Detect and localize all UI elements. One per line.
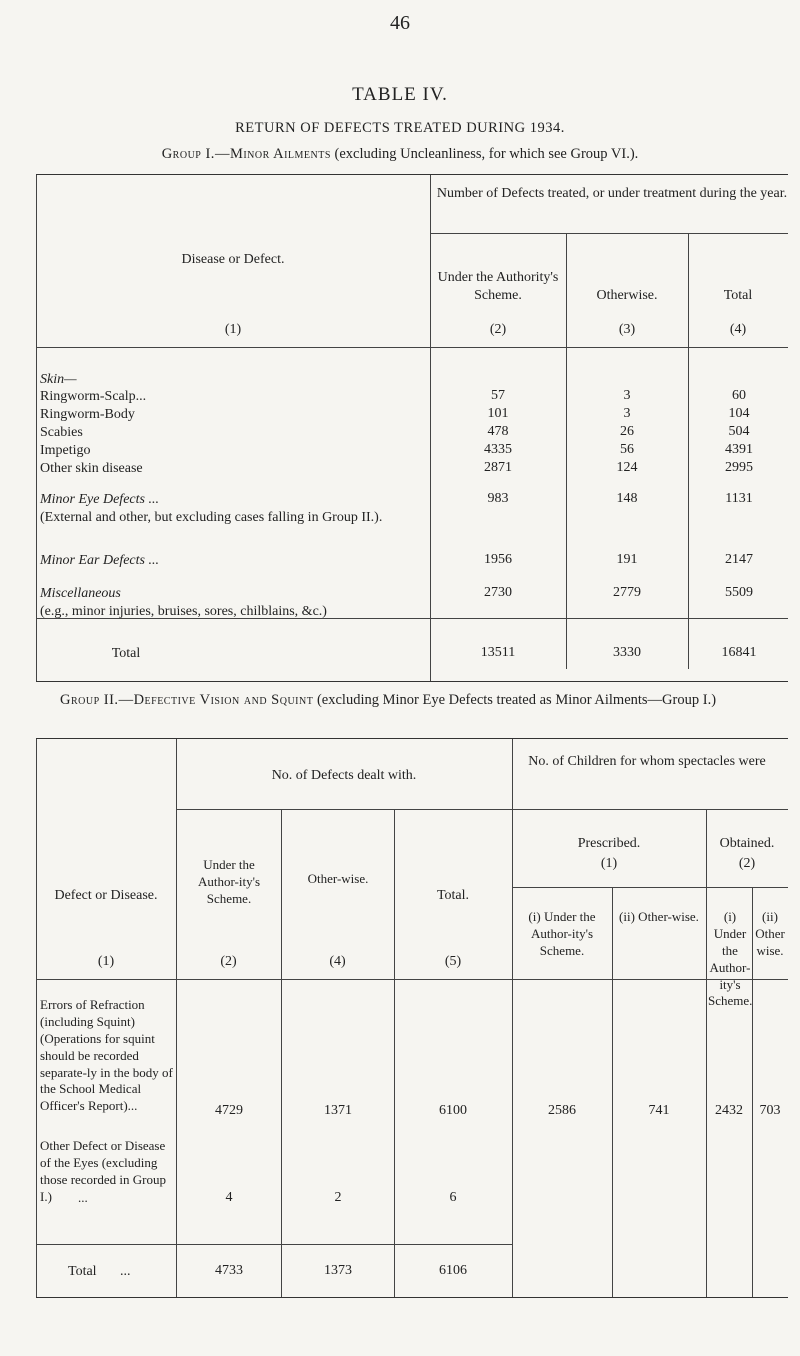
t1-cell: 5509 bbox=[725, 585, 753, 600]
t1-cell: 504 bbox=[728, 424, 750, 439]
t1-col3-num: (3) bbox=[618, 322, 636, 337]
t1-cell: 1131 bbox=[725, 491, 753, 506]
t1-col4-label: Total bbox=[723, 288, 753, 303]
t1-cell: 3 bbox=[623, 406, 631, 421]
t1-minor-eye-label: Minor Eye Defects ... bbox=[40, 492, 159, 507]
t1-col-disease-num: (1) bbox=[224, 322, 242, 337]
t1-cell: 2147 bbox=[725, 552, 753, 567]
t2-col-divider bbox=[281, 809, 282, 1297]
t1-cell: 1956 bbox=[484, 552, 512, 567]
t1-cell: 57 bbox=[491, 388, 505, 403]
t2-prescribed-num: (1) bbox=[600, 856, 618, 871]
t2-prescribed-label: Prescribed. bbox=[577, 836, 641, 851]
group2-heading-group: Group II. bbox=[60, 692, 119, 708]
table-title: TABLE IV. bbox=[352, 84, 448, 105]
t2-col-defect-num: (1) bbox=[97, 954, 115, 969]
t1-col-divider-1 bbox=[430, 175, 431, 681]
t2-row2-dots: ... bbox=[78, 1190, 88, 1205]
t2-cell: 1373 bbox=[324, 1263, 352, 1278]
t2-cell: 4729 bbox=[215, 1103, 243, 1118]
t2-total-divider bbox=[36, 1244, 512, 1245]
group2-table bbox=[36, 738, 788, 1298]
t2-sub-ii2-label: (ii) Other wise. bbox=[755, 909, 785, 958]
t1-misc-note: (e.g., minor injuries, bruises, sores, chilblains, &c.) bbox=[40, 604, 327, 619]
t2-col4-label: Total. bbox=[436, 888, 470, 903]
t2-col-divider bbox=[394, 809, 395, 1297]
t2-sub-ii-label: (ii) Other-wise. bbox=[619, 909, 699, 924]
group2-heading bbox=[60, 690, 780, 710]
t1-row-label: Ringworm-Scalp... bbox=[40, 389, 147, 404]
t2-cell: 2 bbox=[334, 1190, 342, 1205]
t1-cell: 124 bbox=[616, 460, 638, 475]
t2-cell: 2586 bbox=[548, 1103, 576, 1118]
t2-col3-num: (4) bbox=[329, 954, 346, 969]
t1-col-disease: Disease or Defect. bbox=[181, 252, 285, 267]
group2-heading-name: —Defective Vision and Squint bbox=[118, 692, 314, 708]
group1-heading-group: Group I. bbox=[161, 146, 215, 162]
t2-col2-num: (2) bbox=[220, 954, 237, 969]
t2-col4-num: (5) bbox=[444, 954, 462, 969]
t2-col-spectacles: No. of Children for whom spectacles were bbox=[528, 754, 766, 769]
t2-cell: 6100 bbox=[439, 1103, 467, 1118]
t2-sub-i2-label: (i) Under the Author-ity's Scheme. bbox=[708, 909, 753, 1009]
t1-cell: 983 bbox=[487, 491, 509, 506]
t2-header-divider bbox=[176, 809, 788, 810]
t1-cell: 2871 bbox=[484, 460, 512, 475]
t2-total-label: Total bbox=[68, 1264, 97, 1279]
t1-cell: 60 bbox=[732, 388, 746, 403]
t1-minor-ear-label: Minor Ear Defects ... bbox=[40, 553, 159, 568]
t2-col-divider bbox=[706, 809, 707, 1297]
t2-cell: 6106 bbox=[439, 1263, 467, 1278]
t2-cell: 6 bbox=[449, 1190, 457, 1205]
t1-cell: 478 bbox=[487, 424, 509, 439]
t2-col-divider bbox=[512, 739, 513, 1297]
t1-cell: 2995 bbox=[725, 460, 753, 475]
group1-heading-name: —Minor Ailments bbox=[214, 146, 331, 162]
t2-cell: 4 bbox=[225, 1190, 233, 1205]
t2-col-defects-dealt: No. of Defects dealt with. bbox=[271, 768, 417, 783]
t2-row2-label: Other Defect or Disease of the Eyes (excluding those recorded in Group I.) bbox=[40, 1138, 166, 1204]
t1-cell: 101 bbox=[487, 406, 509, 421]
t2-cell: 2432 bbox=[715, 1103, 743, 1118]
t1-cell: 2730 bbox=[484, 585, 512, 600]
t2-border-left bbox=[36, 739, 37, 1297]
t1-row-label: Other skin disease bbox=[40, 461, 143, 476]
t2-header-bottom bbox=[36, 979, 788, 980]
t1-cell: 148 bbox=[616, 491, 638, 506]
t1-cell: 4335 bbox=[484, 442, 512, 457]
t2-col3-label: Other-wise. bbox=[307, 871, 369, 886]
t1-cell: 26 bbox=[620, 424, 634, 439]
t2-col-divider bbox=[612, 887, 613, 1297]
t1-total-label: Total bbox=[111, 646, 141, 661]
t2-col-defect: Defect or Disease. bbox=[54, 888, 158, 903]
page-number: 46 bbox=[390, 12, 410, 34]
t1-cell: 104 bbox=[728, 406, 750, 421]
t1-row-label: Impetigo bbox=[40, 443, 91, 458]
t2-obtained-num: (2) bbox=[738, 856, 756, 871]
t2-col-divider bbox=[176, 739, 177, 1297]
t1-misc-label: Miscellaneous bbox=[40, 586, 121, 601]
t2-total-dots: ... bbox=[120, 1264, 131, 1279]
t1-cell: 4391 bbox=[725, 442, 753, 457]
group1-heading-rest: (excluding Uncleanliness, for which see Group VI.). bbox=[330, 146, 639, 162]
t1-cell: 16841 bbox=[721, 645, 757, 660]
t2-col2-label: Under the Author-ity's Scheme. bbox=[197, 857, 261, 906]
t1-minor-eye-note: (External and other, but excluding cases falling in Group II.). bbox=[40, 510, 383, 525]
return-title: RETURN OF DEFECTS TREATED DURING 1934. bbox=[235, 120, 565, 136]
t1-col3-label: Otherwise. bbox=[596, 288, 658, 303]
t1-section-skin: Skin— bbox=[40, 372, 77, 387]
t1-cell: 191 bbox=[616, 552, 638, 567]
t1-col-number-header: Number of Defects treated, or under treatment during the year. bbox=[436, 186, 788, 201]
t2-cell: 1371 bbox=[324, 1103, 352, 1118]
t1-col4-num: (4) bbox=[729, 322, 747, 337]
t1-cell: 3 bbox=[623, 388, 631, 403]
group1-table bbox=[36, 174, 788, 682]
t1-cell: 13511 bbox=[480, 645, 516, 660]
t1-row-label: Ringworm-Body bbox=[40, 407, 135, 422]
group2-heading-rest: (excluding Minor Eye Defects treated as Minor Ailments—Group I.) bbox=[313, 692, 717, 708]
t2-sub-i-label: (i) Under the Author-ity's Scheme. bbox=[528, 909, 596, 958]
t1-cell: 2779 bbox=[613, 585, 641, 600]
t1-row-label: Scabies bbox=[40, 425, 83, 440]
t2-row1-label: Errors of Refraction (including Squint) (Operations for squint should be recorded separate-ly in the body of the School Medical Officer's Report)... bbox=[40, 997, 173, 1114]
t2-obtained-label: Obtained. bbox=[719, 836, 775, 851]
t2-header-divider bbox=[512, 887, 788, 888]
t1-header-bottom bbox=[36, 347, 788, 348]
t1-col2-num: (2) bbox=[489, 322, 507, 337]
t1-col2-label: Under the Authority's Scheme. bbox=[437, 270, 559, 303]
t2-cell: 741 bbox=[648, 1103, 670, 1118]
t2-cell: 4733 bbox=[215, 1263, 243, 1278]
t1-header-divider bbox=[430, 233, 788, 234]
t2-cell: 703 bbox=[759, 1103, 781, 1118]
t1-cell: 3330 bbox=[613, 645, 641, 660]
t1-cell: 56 bbox=[620, 442, 634, 457]
group1-heading bbox=[0, 146, 800, 163]
